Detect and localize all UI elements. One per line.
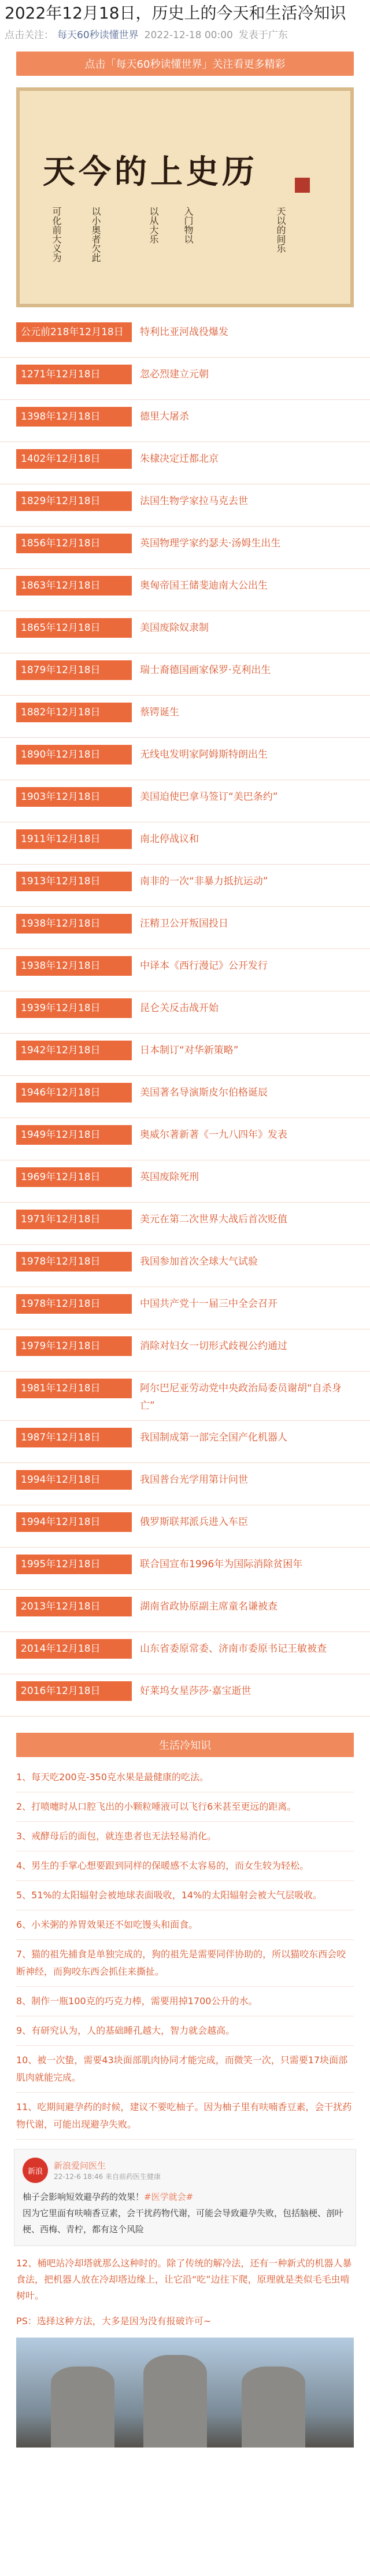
- calligraphy-column: 入门物以: [183, 207, 194, 244]
- timeline-event: 英国物理学家约瑟夫·汤姆生出生: [140, 538, 281, 549]
- weibo-sub: 22-12-6 18:46 来自前药医生健康: [54, 2173, 161, 2181]
- timeline-row: [0, 315, 370, 358]
- timeline-event: 法国生物学家拉马克去世: [140, 495, 248, 507]
- facts-heading: 生活冷知识: [16, 1733, 354, 1757]
- ps-text: 12、桶吧站冷却塔就那么这种时的。除了传统的解冷法，还有一种新式的机器人暴食法，把机器人放在冷却塔边缘上，让它沿“吃”边往下爬，原理就是类似毛毛虫啃树叶。: [16, 2258, 352, 2301]
- timeline-event: 日本制订“对华新策略”: [140, 1045, 239, 1056]
- timeline-date: 1949年12月18日: [16, 1125, 132, 1145]
- facts-list: [16, 1763, 354, 2140]
- timeline-row: [0, 1118, 370, 1160]
- timeline-row: [0, 442, 370, 484]
- timeline-row: [0, 1505, 370, 1548]
- timeline-date: 1865年12月18日: [16, 618, 132, 638]
- timeline-date: 1939年12月18日: [16, 998, 132, 1018]
- weibo-tag[interactable]: #医学就会#: [144, 2192, 194, 2202]
- timeline: [0, 315, 370, 1717]
- timeline-date: 1829年12月18日: [16, 491, 132, 511]
- timeline-row: [0, 1463, 370, 1505]
- timeline-event: 消除对妇女一切形式歧视公约通过: [140, 1340, 287, 1352]
- timeline-event: 我国制成第一部完全国产化机器人: [140, 1432, 287, 1443]
- timeline-date: 1946年12月18日: [16, 1083, 132, 1103]
- tower-shape: [51, 2366, 114, 2448]
- timeline-date: 1882年12月18日: [16, 703, 132, 722]
- timeline-event: 蔡锷诞生: [140, 707, 179, 718]
- publish-date: 2022-12-18 00:00: [144, 30, 233, 41]
- fact-item: 11、吃期间避孕药的时候，建议不要吃柚子。因为柚子里有呋喃香豆素，会干扰药物代谢，可能出现避孕失败。: [16, 2093, 354, 2140]
- calligraphy-image: [16, 87, 354, 307]
- timeline-date: 1978年12月18日: [16, 1294, 132, 1314]
- timeline-date: 1271年12月18日: [16, 365, 132, 384]
- timeline-event: 我国参加首次全球大气试验: [140, 1256, 258, 1267]
- timeline-row: [0, 611, 370, 653]
- timeline-event: 山东省委原常委、济南市委原书记王敏被查: [140, 1643, 327, 1655]
- article-meta: [0, 23, 370, 52]
- timeline-date: 1969年12月18日: [16, 1167, 132, 1187]
- timeline-row: [0, 1203, 370, 1245]
- timeline-event: 阿尔巴尼亚劳动党中央政治局委员谢胡“自杀身亡”: [140, 1383, 342, 1412]
- cooling-tower-photo: [16, 2338, 354, 2448]
- timeline-row: [0, 1632, 370, 1674]
- fact-item: 4、男生的手掌心想要跟到同样的保暖感不太容易的，而女生较为轻松。: [16, 1851, 354, 1881]
- timeline-row: [0, 822, 370, 865]
- timeline-date: 1942年12月18日: [16, 1041, 132, 1060]
- timeline-date: 1995年12月18日: [16, 1555, 132, 1574]
- timeline-date: 2013年12月18日: [16, 1597, 132, 1616]
- timeline-row: [0, 653, 370, 696]
- timeline-event: 奥匈帝国王储斐迪南大公出生: [140, 580, 268, 591]
- timeline-date: 1994年12月18日: [16, 1512, 132, 1532]
- timeline-event: 我国普台光学用第计问世: [140, 1474, 248, 1486]
- timeline-row: [0, 780, 370, 822]
- fact-item: 7、猫的祖先捕食是单独完成的，狗的祖先是需要同伴协助的，所以猫咬东西会咬断神经，而狗咬东西会抓住来撕扯。: [16, 1940, 354, 1987]
- timeline-row: [0, 865, 370, 907]
- timeline-event: 美国著名导演斯皮尔伯格诞辰: [140, 1087, 268, 1098]
- timeline-date: 1987年12月18日: [16, 1428, 132, 1447]
- fact-item: 3、戒酵母后的面包，就连患者也无法轻易消化。: [16, 1822, 354, 1851]
- timeline-event: 忽必烈建立元朝: [140, 369, 209, 380]
- timeline-row: [0, 991, 370, 1034]
- timeline-row: [0, 1076, 370, 1118]
- timeline-event: 中国共产党十一届三中全会召开: [140, 1298, 278, 1310]
- timeline-date: 1971年12月18日: [16, 1210, 132, 1229]
- timeline-row: [0, 569, 370, 611]
- timeline-event: 英国废除死刑: [140, 1171, 199, 1183]
- publish-location: 发表于广东: [238, 30, 288, 41]
- calligraphy-heading: 天今的上史历: [43, 153, 258, 191]
- account-name[interactable]: 每天60秒读懂世界: [57, 30, 139, 41]
- timeline-event: 无线电发明家阿姆斯特朗出生: [140, 749, 268, 760]
- timeline-event: 俄罗斯联邦派兵进入车臣: [140, 1516, 248, 1528]
- follow-prompt: 点击关注：: [5, 30, 54, 41]
- timeline-row: [0, 1287, 370, 1329]
- fact-item: 9、有研究认为，人的基础睡孔越大，智力就会越高。: [16, 2016, 354, 2046]
- timeline-event: 特利比亚河战役爆发: [140, 326, 228, 338]
- timeline-row: [0, 1160, 370, 1203]
- timeline-row: [0, 949, 370, 991]
- timeline-event: 美元在第二次世界大战后首次贬值: [140, 1214, 287, 1225]
- fact-item: 1、每天吃200克-350克水果是最健康的吃法。: [16, 1763, 354, 1792]
- calligraphy-column: 以从大乐: [148, 207, 159, 244]
- timeline-event: 瑞士裔德国画家保罗·克利出生: [140, 664, 271, 676]
- timeline-row: [0, 1245, 370, 1287]
- timeline-row: [0, 527, 370, 569]
- timeline-row: [0, 484, 370, 527]
- weibo-body: 柚子会影响短效避孕药的效果！: [23, 2192, 145, 2202]
- timeline-date: 1938年12月18日: [16, 914, 132, 934]
- timeline-row: [0, 738, 370, 780]
- timeline-event: 朱棣决定迁都北京: [140, 453, 219, 465]
- timeline-date: 1890年12月18日: [16, 745, 132, 765]
- weibo-name[interactable]: 新浪爱问医生: [54, 2160, 106, 2171]
- calligraphy-column: 天以的间乐: [275, 207, 286, 253]
- timeline-date: 1903年12月18日: [16, 787, 132, 807]
- timeline-event: 中译本《西行漫记》公开发行: [140, 960, 268, 972]
- weibo-detail: 因为它里面有呋喃香豆素，会干扰药物代谢，可能会导致避孕失败，包括脑梗、剖叶梗、西梅、青柠，都有这个风险: [23, 2208, 344, 2235]
- timeline-row: [0, 1548, 370, 1590]
- timeline-date: 1938年12月18日: [16, 956, 132, 976]
- timeline-event: 南非的一次“非暴力抵抗运动”: [140, 876, 268, 887]
- fact-item: 5、51%的太阳辐射会被地球表面吸收，14%的太阳辐射会被大气层吸收。: [16, 1881, 354, 1910]
- timeline-event: 好莱坞女星莎莎·嘉宝逝世: [140, 1685, 251, 1697]
- seal-stamp: [295, 178, 310, 193]
- calligraphy-column: 以小奥者欠此: [90, 207, 101, 262]
- timeline-date: 2014年12月18日: [16, 1639, 132, 1659]
- timeline-date: 1994年12月18日: [16, 1470, 132, 1490]
- timeline-event: 联合国宣布1996年为国际消除贫困年: [140, 1559, 303, 1570]
- timeline-date: 1863年12月18日: [16, 576, 132, 596]
- timeline-date: 1978年12月18日: [16, 1252, 132, 1272]
- fact-item: 10、被一次蛰，需要43块面部肌肉协同才能完成，而微笑一次，只需要17块面部肌肉就能完成。: [16, 2046, 354, 2093]
- timeline-row: [0, 400, 370, 442]
- calligraphy-column: 可化前大义为: [51, 207, 62, 262]
- timeline-date: 1856年12月18日: [16, 534, 132, 553]
- timeline-row: [0, 1329, 370, 1372]
- fact-item: 2、打喷嚏时从口腔飞出的小颗粒唾液可以飞行6米甚至更远的距离。: [16, 1792, 354, 1822]
- timeline-date: 2016年12月18日: [16, 1681, 132, 1701]
- article-title: 2022年12月18日，历史上的今天和生活冷知识: [5, 3, 346, 23]
- fact-item: 6、小米粥的养胃效果还不如吃馒头和面食。: [16, 1910, 354, 1940]
- timeline-row: [0, 1674, 370, 1717]
- timeline-date: 公元前218年12月18日: [16, 322, 132, 342]
- timeline-event: 美国迫使巴拿马签订“美巴条约”: [140, 791, 278, 803]
- timeline-date: 1979年12月18日: [16, 1336, 132, 1356]
- timeline-event: 德里大屠杀: [140, 411, 189, 422]
- timeline-date: 1879年12月18日: [16, 660, 132, 680]
- timeline-row: [0, 907, 370, 949]
- timeline-event: 汪精卫公开叛国投日: [140, 918, 228, 929]
- timeline-event: 南北停战议和: [140, 833, 199, 845]
- timeline-row: [0, 1034, 370, 1076]
- timeline-row: [0, 1372, 370, 1421]
- timeline-row: [0, 1590, 370, 1632]
- timeline-row: [0, 1421, 370, 1463]
- timeline-event: 昆仑关反击战开始: [140, 1002, 219, 1014]
- timeline-row: [0, 358, 370, 400]
- timeline-date: 1981年12月18日: [16, 1379, 132, 1398]
- tower-shape: [242, 2366, 305, 2448]
- timeline-date: 1402年12月18日: [16, 449, 132, 469]
- timeline-date: 1398年12月18日: [16, 407, 132, 427]
- follow-banner[interactable]: 点击「每天60秒读懂世界」关注看更多精彩: [16, 52, 354, 76]
- weibo-avatar[interactable]: 新浪: [23, 2158, 48, 2183]
- timeline-event: 湖南省政协原副主席童名谦被查: [140, 1601, 278, 1612]
- timeline-date: 1911年12月18日: [16, 829, 132, 849]
- fact-item: 8、制作一瓶100克的巧克力棒，需要用掉1700公升的水。: [16, 1987, 354, 2016]
- weibo-card[interactable]: [14, 2149, 356, 2246]
- tower-shape: [143, 2355, 207, 2448]
- timeline-event: 美国废除奴隶制: [140, 622, 209, 634]
- timeline-event: 奥威尔著新著《一九八四年》发表: [140, 1129, 287, 1141]
- timeline-row: [0, 696, 370, 738]
- ps-note: PS：选择这种方法，大多是因为没有报破许可~: [16, 2316, 212, 2327]
- timeline-date: 1913年12月18日: [16, 872, 132, 891]
